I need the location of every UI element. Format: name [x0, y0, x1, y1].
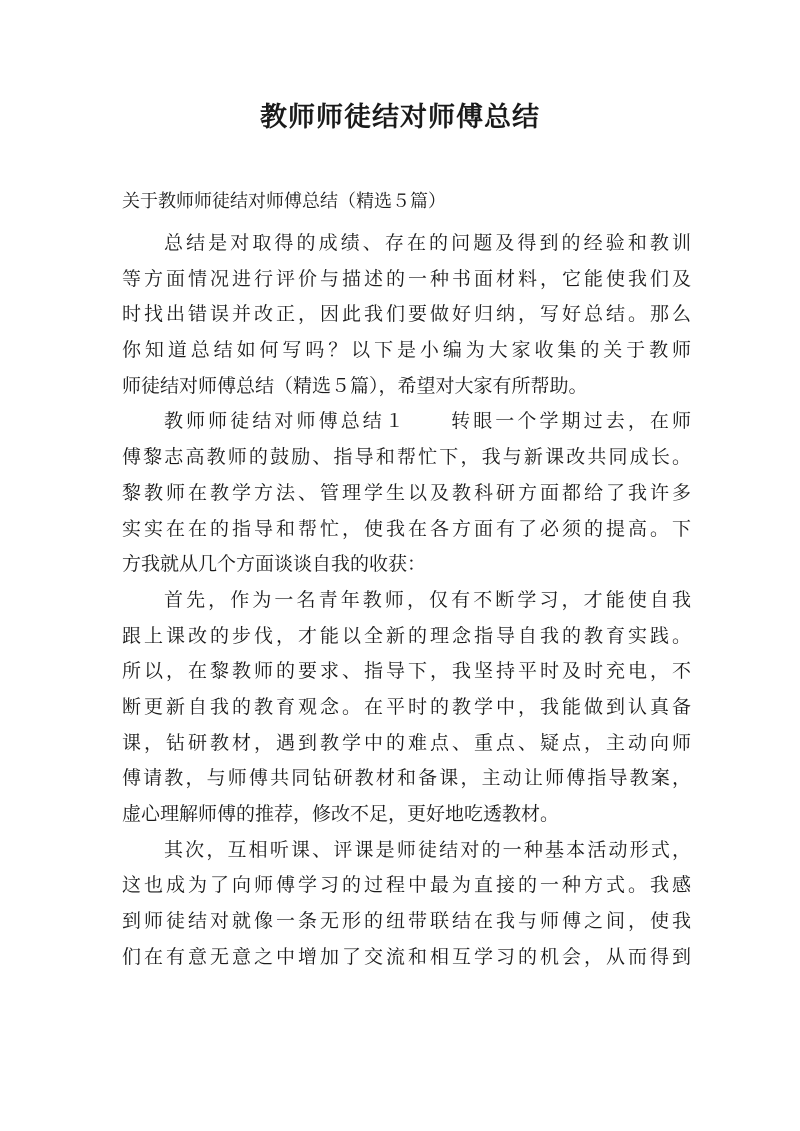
document-body: [122, 226, 691, 975]
paragraph-line: 时找出错误并改正，因此我们要做好归纳，写好总结。那么: [122, 303, 691, 326]
paragraph-line: 们在有意无意之中增加了交流和相互学习的机会，从而得到: [122, 945, 691, 968]
document-title: 教师师徒结对师傅总结: [260, 102, 540, 133]
paragraph-line: 方我就从几个方面谈谈自我的收获：: [122, 553, 427, 576]
paragraph-line: 这也成为了向师傅学习的过程中最为直接的一种方式。我感: [122, 874, 691, 897]
paragraph-line: 教师师徒结对师傅总结１ 转眼一个学期过去，在师: [164, 410, 691, 433]
paragraph-line: 课，钻研教材，遇到教学中的难点、重点、疑点，主动向师: [122, 731, 691, 754]
document-subtitle: 关于教师师徒结对师傅总结（精选５篇）: [122, 191, 446, 212]
paragraph-line: 虚心理解师傅的推荐，修改不足，更好地吃透教材。: [122, 803, 560, 825]
paragraph-line: 跟上课改的步伐，才能以全新的理念指导自我的教育实践。: [122, 624, 691, 647]
paragraph-line: 师徒结对师傅总结（精选５篇），希望对大家有所帮助。: [122, 374, 588, 397]
paragraph-line: 首先，作为一名青年教师，仅有不断学习，才能使自我: [164, 588, 691, 611]
paragraph-line: 傅请教，与师傅共同钻研教材和备课，主动让师傅指导教案，: [122, 767, 691, 790]
paragraph-line: 其次，互相听课、评课是师徒结对的一种基本活动形式，: [164, 838, 691, 861]
paragraph-line: 到师徒结对就像一条无形的纽带联结在我与师傅之间，使我: [122, 910, 691, 933]
paragraph-line: 总结是对取得的成绩、存在的问题及得到的经验和教训: [164, 232, 691, 254]
paragraph-line: 等方面情况进行评价与描述的一种书面材料，它能使我们及: [122, 267, 691, 290]
paragraph-line: 黎教师在教学方法、管理学生以及教科研方面都给了我许多: [122, 481, 691, 504]
paragraph-line: 傅黎志高教师的鼓励、指导和帮忙下，我与新课改共同成长。: [122, 446, 691, 469]
paragraph-line: 所以，在黎教师的要求、指导下，我坚持平时及时充电，不: [122, 660, 691, 683]
paragraph-line: 实实在在的指导和帮忙，使我在各方面有了必须的提高。下: [122, 517, 691, 540]
paragraph-line: 你知道总结如何写吗？以下是小编为大家收集的关于教师: [122, 339, 691, 362]
paragraph-line: 断更新自我的教育观念。在平时的教学中，我能做到认真备: [122, 695, 691, 718]
